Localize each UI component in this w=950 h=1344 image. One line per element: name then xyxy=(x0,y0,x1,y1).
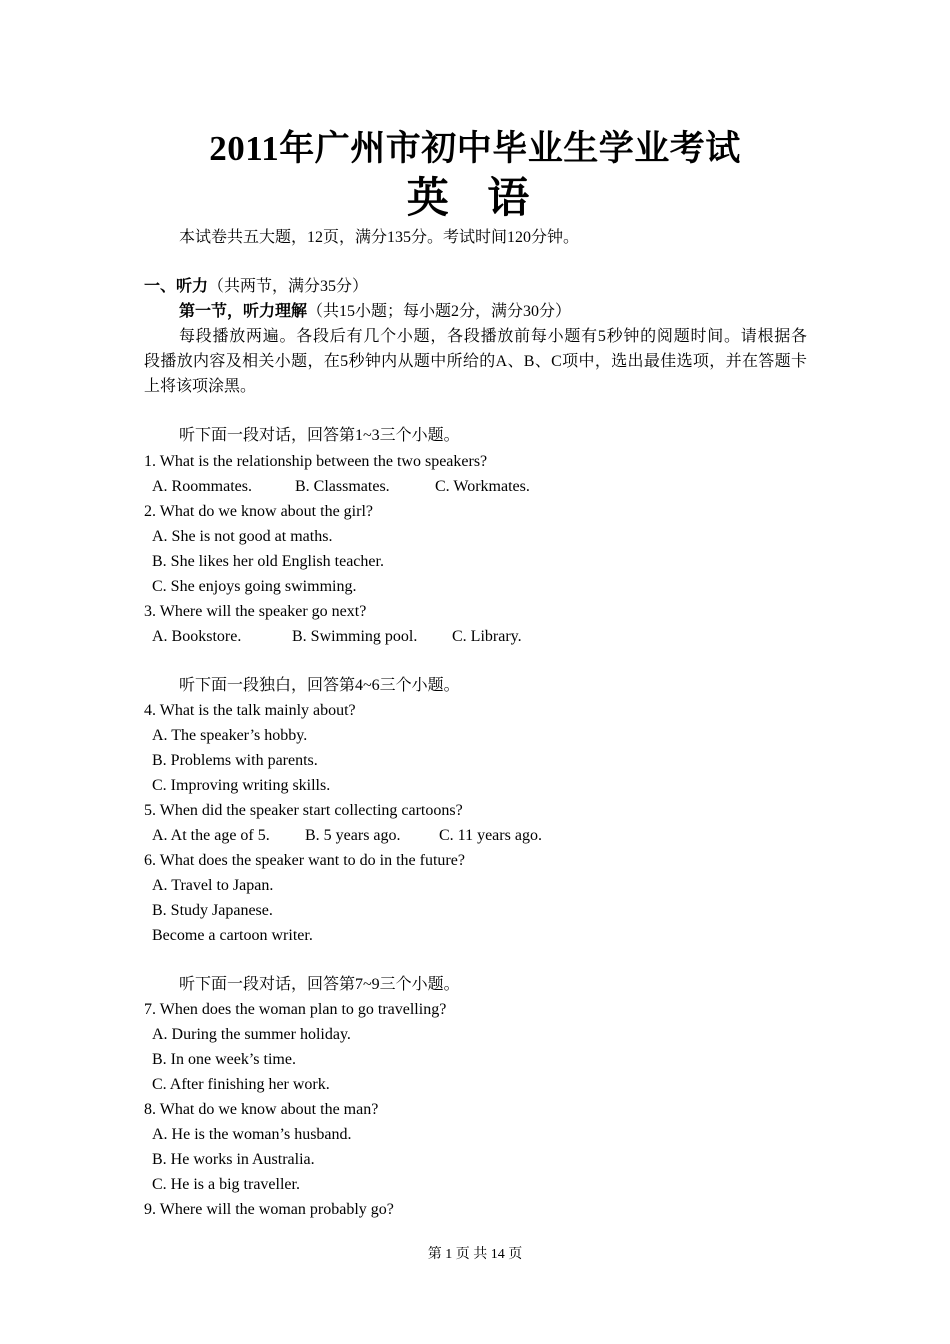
q3-option-a: A. Bookstore. xyxy=(152,628,242,645)
q8-option-a: A. He is the woman’s husband. xyxy=(152,1126,352,1143)
q1-option-a: A. Roommates. xyxy=(152,478,252,495)
q1-option-b: B. Classmates. xyxy=(295,478,390,495)
q3-stem: 3. Where will the speaker go next? xyxy=(144,603,367,620)
q1-option-c: C. Workmates. xyxy=(435,478,530,495)
part1-heading-label: 一、听力 xyxy=(144,278,209,295)
instructions-line-2: 段播放内容及相关小题，在5秒钟内从题中所给的A、B、C项中，选出最佳选项，并在答题卡 xyxy=(144,353,807,370)
section1-heading xyxy=(179,301,571,323)
intro-text: 本试卷共五大题，12页，满分135分。考试时间120分钟。 xyxy=(179,229,580,246)
q7-stem: 7. When does the woman plan to go travelling? xyxy=(144,1001,447,1018)
q7-option-b: B. In one week’s time. xyxy=(152,1051,296,1068)
part1-heading-note: （共两节，满分35分） xyxy=(208,278,369,295)
q2-option-a: A. She is not good at maths. xyxy=(152,528,333,545)
q9-stem: 9. Where will the woman probably go? xyxy=(144,1201,394,1218)
q4-option-c: C. Improving writing skills. xyxy=(152,777,331,794)
q6-stem: 6. What does the speaker want to do in the future? xyxy=(144,852,465,869)
q8-option-c: C. He is a big traveller. xyxy=(152,1176,300,1193)
q2-stem: 2. What do we know about the girl? xyxy=(144,503,373,520)
q2-option-b: B. She likes her old English teacher. xyxy=(152,553,384,570)
group1-instruction: 听下面一段对话，回答第1~3三个小题。 xyxy=(179,427,460,444)
instructions-line-3: 上将该项涂黑。 xyxy=(144,378,257,395)
q6-option-b: B. Study Japanese. xyxy=(152,902,273,919)
q7-option-a: A. During the summer holiday. xyxy=(152,1026,351,1043)
q3-option-b: B. Swimming pool. xyxy=(292,628,418,645)
q1-stem: 1. What is the relationship between the two speakers? xyxy=(144,453,488,470)
section1-note: （共15小题；每小题2分，满分30分） xyxy=(307,303,572,320)
part1-heading xyxy=(144,276,368,298)
q5-option-b: B. 5 years ago. xyxy=(305,827,401,844)
q5-stem: 5. When did the speaker start collecting cartoons? xyxy=(144,802,463,819)
q2-option-c: C. She enjoys going swimming. xyxy=(152,578,357,595)
q6-option-a: A. Travel to Japan. xyxy=(152,877,274,894)
q8-stem: 8. What do we know about the man? xyxy=(144,1101,379,1118)
section1-title: 第一节，听力理解 xyxy=(179,303,308,320)
q3-option-c: C. Library. xyxy=(452,628,522,645)
q4-option-a: A. The speaker’s hobby. xyxy=(152,727,308,744)
subject-title: 英 语 xyxy=(406,176,544,222)
group3-instruction: 听下面一段对话，回答第7~9三个小题。 xyxy=(179,976,460,993)
q8-option-b: B. He works in Australia. xyxy=(152,1151,315,1168)
q4-stem: 4. What is the talk mainly about? xyxy=(144,702,356,719)
instructions-line-1: 每段播放两遍。各段后有几个小题，各段播放前每小题有5秒钟的阅题时间。请根据各 xyxy=(179,328,807,345)
group2-instruction: 听下面一段独白，回答第4~6三个小题。 xyxy=(179,677,460,694)
q5-option-a: A. At the age of 5. xyxy=(152,827,270,844)
exam-title: 2011年广州市初中毕业生学业考试 xyxy=(209,129,741,168)
q7-option-c: C. After finishing her work. xyxy=(152,1076,330,1093)
q5-option-c: C. 11 years ago. xyxy=(439,827,542,844)
q4-option-b: B. Problems with parents. xyxy=(152,752,318,769)
q6-option-c: Become a cartoon writer. xyxy=(152,927,313,944)
page-footer: 第 1 页 共 14 页 xyxy=(427,1247,523,1262)
